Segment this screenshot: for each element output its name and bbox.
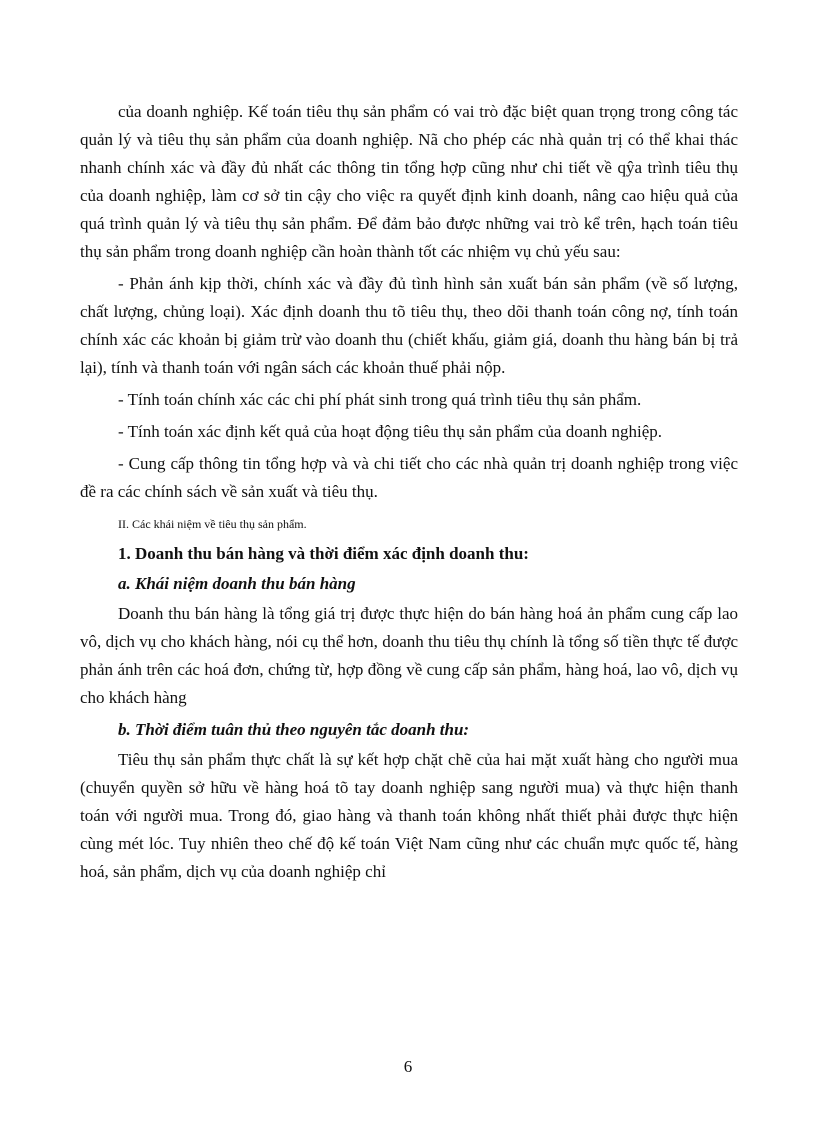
page-body [80, 98, 738, 890]
subheading-b: b. Thời điểm tuân thủ theo nguyên tắc doanh thu: [118, 720, 470, 739]
body-paragraph: của doanh nghiệp. Kế toán tiêu thụ sản phẩm có vai trò đặc biệt quan trọng trong công tác quản lý và tiêu thụ sản phẩm của doanh nghiệp. Nã cho phép các nhà quản trị có thể khai thác nhanh chính xác và đầy đủ nhất các thông tin tổng hợp cũng như chi tiết về qŷa trình tiêu thụ của doanh nghiệp, làm cơ sở tin cậy cho việc ra quyết định kinh doanh, nâng cao hiệu quả của quá trình quản lý và tiêu thụ sản phẩm. Để đảm bảo được những vai trò kể trên, hạch toán tiêu thụ sản phẩm trong doanh nghiệp cần hoàn thành tốt các nhiệm vụ chủ yếu sau: [80, 102, 738, 261]
page-number: 6 [403, 1057, 413, 1076]
body-paragraph: - Tính toán chính xác các chi phí phát sinh trong quá trình tiêu thụ sản phẩm. [118, 390, 642, 409]
body-paragraph-a: Doanh thu bán hàng là tổng giá trị được thực hiện do bán hàng hoá ản phẩm cung cấp lao vô, dịch vụ cho khách hàng, nói cụ thể hơn, doanh thu tiêu thụ chính là tổng số tiền thực tế được phản ánh trên các hoá đơn, chứng từ, hợp đồng về cung cấp sản phẩm, hàng hoá, lao vô, dịch vụ cho khách hàng [80, 604, 738, 707]
subheading-1: 1. Doanh thu bán hàng và thời điểm xác định doanh thu: [118, 544, 529, 563]
body-paragraph: - Cung cấp thông tin tổng hợp và và chi tiết cho các nhà quản trị doanh nghiệp trong việc đề ra các chính sách về sản xuất và tiêu thụ. [80, 454, 738, 501]
subheading-a: a. Khái niệm doanh thu bán hàng [118, 574, 356, 593]
body-paragraph: - Tính toán xác định kết quả của hoạt động tiêu thụ sản phẩm của doanh nghiệp. [118, 422, 663, 441]
body-paragraph: - Phản ánh kịp thời, chính xác và đầy đủ tình hình sản xuất bán sản phẩm (về số lượng, chất lượng, chủng loại). Xác định doanh thu tõ tiêu thụ, theo dõi thanh toán công nợ, tính toán chính xác các khoản bị giảm trừ vào doanh thu (chiết khấu, giảm giá, doanh thu hàng bán bị trả lại), tính và thanh toán với ngân sách các khoản thuế phải nộp. [80, 274, 738, 377]
body-paragraph-b: Tiêu thụ sản phẩm thực chất là sự kết hợp chặt chẽ của hai mặt xuất hàng cho người mua (chuyển quyền sở hữu về hàng hoá tõ tay doanh nghiệp sang người mua) và thực hiện thanh toán với người mua. Trong đó, giao hàng và thanh toán không nhất thiết phải được thực hiện cùng mét lóc. Tuy nhiên theo chế độ kế toán Việt Nam cũng như các chuẩn mực quốc tế, hàng hoá, sản phẩm, dịch vụ của doanh nghiệp chỉ [80, 750, 738, 881]
section-heading: II. Các khái niệm về tiêu thụ sản phẩm. [118, 517, 307, 531]
